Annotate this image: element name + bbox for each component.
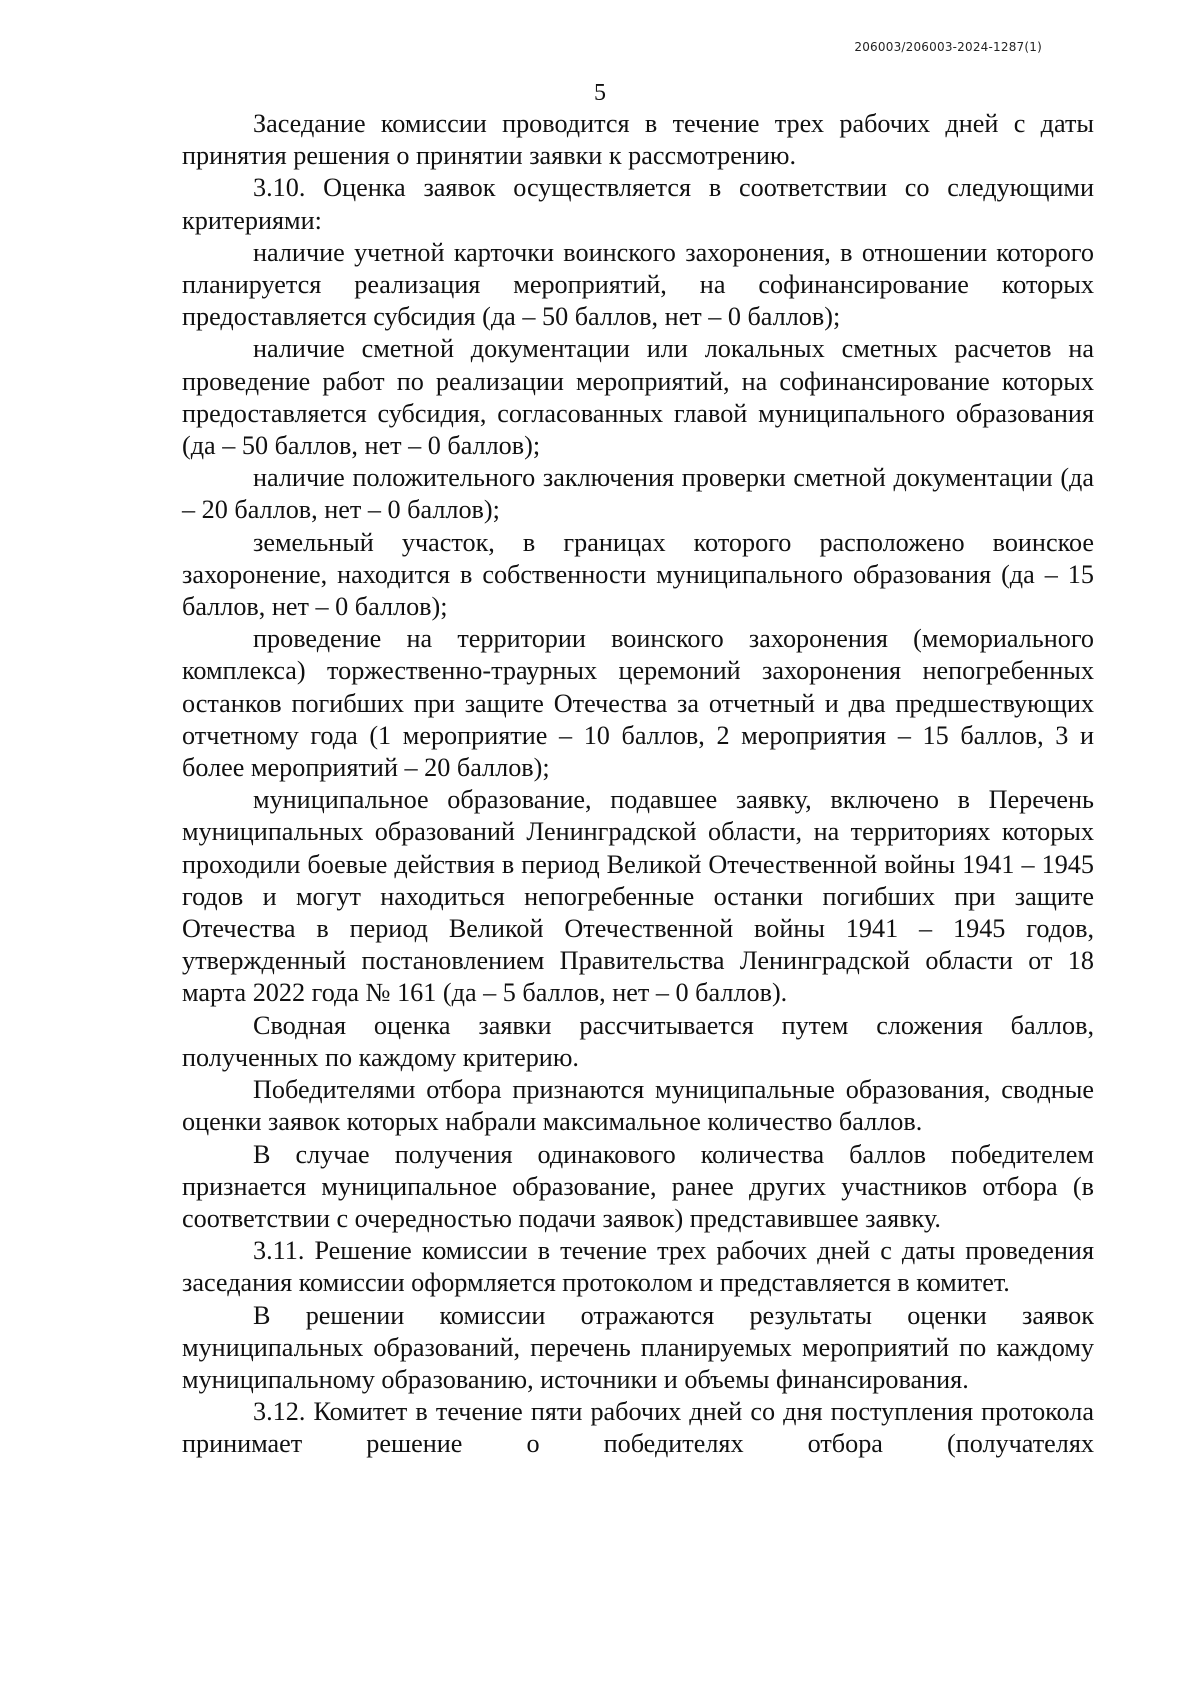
criterion-item: земельный участок, в границах которого расположено воинское захоронение, находится в собственности муниципального образования (да – 15 баллов, нет – 0 баллов);	[182, 527, 1094, 622]
paragraph: Сводная оценка заявки рассчитывается путем сложения баллов, полученных по каждому критерию.	[182, 1010, 1094, 1072]
paragraph: 3.10. Оценка заявок осуществляется в соответствии со следующими критериями:	[182, 173, 1094, 235]
document-registration-number: 206003/206003-2024-1287(1)	[854, 40, 1042, 54]
paragraph: Победителями отбора признаются муниципальные образования, сводные оценки заявок которых набрали максимальное количество баллов.	[182, 1075, 1094, 1137]
paragraph: В решении комиссии отражаются результаты оценки заявок муниципальных образований, перечень планируемых мероприятий по каждому муниципальному образованию, источники и объемы финансирования.	[182, 1300, 1094, 1394]
document-body	[182, 108, 1094, 1461]
criterion-item: наличие учетной карточки воинского захоронения, в отношении которого планируется реализация мероприятий, на софинансирование которых предоставляется субсидия (да – 50 баллов, нет – 0 баллов);	[182, 237, 1094, 332]
criterion-item: проведение на территории воинского захоронения (мемориального комплекса) торжественно-траурных церемоний захоронения непогребенных останков погибших при защите Отечества за отчетный и два предшествующих отчетному года (1 мероприятие – 10 баллов, 2 мероприятия – 15 баллов, 3 и более мероприятий – 20 баллов);	[182, 624, 1094, 783]
paragraph-continued: 3.12. Комитет в течение пяти рабочих дней со дня поступления протокола принимает решение о победителях отбора (получателях	[182, 1397, 1094, 1459]
paragraph: Заседание комиссии проводится в течение трех рабочих дней с даты принятия решения о принятии заявки к рассмотрению.	[182, 109, 1094, 171]
criterion-item: муниципальное образование, подавшее заявку, включено в Перечень муниципальных образований Ленинградской области, на территориях которых проходили боевые действия в период Великой Отечественной войны 1941 – 1945 годов и могут находиться непогребенные останки погибших при защите Отечества в период Великой Отечественной войны 1941 – 1945 годов, утвержденный постановлением Правительства Ленинградской области от 18 марта 2022 года № 161 (да – 5 баллов, нет – 0 баллов).	[182, 785, 1094, 1008]
page-number: 5	[594, 80, 606, 106]
criterion-item: наличие сметной документации или локальных сметных расчетов на проведение работ по реализации мероприятий, на софинансирование которых предоставляется субсидия, согласованных главой муниципального образования (да – 50 баллов, нет – 0 баллов);	[182, 334, 1094, 461]
paragraph: 3.11. Решение комиссии в течение трех рабочих дней с даты проведения заседания комиссии оформляется протоколом и представляется в комитет.	[182, 1236, 1094, 1298]
criterion-item: наличие положительного заключения проверки сметной документации (да – 20 баллов, нет – 0 баллов);	[182, 463, 1094, 525]
paragraph: В случае получения одинакового количества баллов победителем признается муниципальное образование, ранее других участников отбора (в соответствии с очередностью подачи заявок) представившее заявку.	[182, 1139, 1094, 1233]
